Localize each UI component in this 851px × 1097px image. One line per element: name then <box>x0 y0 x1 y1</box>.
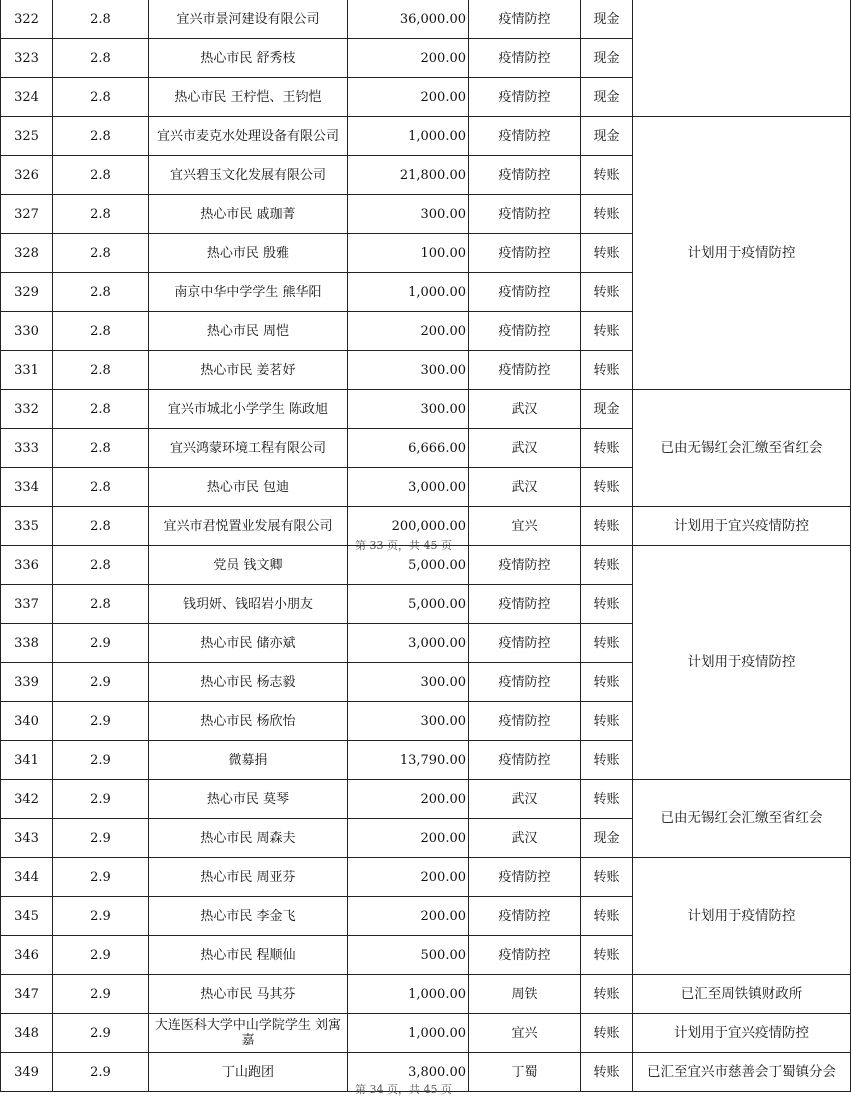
donor-name: 热心市民 马其芬 <box>149 975 348 1014</box>
row-date: 2.8 <box>53 156 149 195</box>
row-number: 330 <box>1 312 53 351</box>
row-number: 328 <box>1 234 53 273</box>
donation-amount: 5,000.00 <box>348 585 469 624</box>
donor-name: 热心市民 储亦斌 <box>149 624 348 663</box>
donor-name: 热心市民 包迪 <box>149 468 348 507</box>
row-date: 2.8 <box>53 312 149 351</box>
table-row <box>1 858 851 897</box>
remark-cell: 计划用于宜兴疫情防控 <box>633 507 851 546</box>
donation-purpose: 疫情防控 <box>469 273 581 312</box>
donation-amount: 3,000.00 <box>348 468 469 507</box>
donation-amount: 100.00 <box>348 234 469 273</box>
row-date: 2.8 <box>53 390 149 429</box>
donation-amount: 21,800.00 <box>348 156 469 195</box>
remark-cell: 已汇至周铁镇财政所 <box>633 975 851 1014</box>
row-date: 2.9 <box>53 663 149 702</box>
donor-name: 热心市民 王柠恺、王钧恺 <box>149 78 348 117</box>
payment-method: 转账 <box>581 468 633 507</box>
donor-name: 大连医科大学中山学院学生 刘寓嘉 <box>149 1014 348 1053</box>
row-date: 2.9 <box>53 741 149 780</box>
table-row <box>1 117 851 156</box>
row-number: 334 <box>1 468 53 507</box>
row-date: 2.9 <box>53 975 149 1014</box>
remark-cell: 计划用于疫情防控 <box>633 858 851 975</box>
row-date: 2.8 <box>53 585 149 624</box>
row-number: 336 <box>1 546 53 585</box>
donor-name: 热心市民 莫琴 <box>149 780 348 819</box>
table-row <box>1 546 851 585</box>
row-number: 340 <box>1 702 53 741</box>
donation-amount: 1,000.00 <box>348 273 469 312</box>
donation-amount: 300.00 <box>348 702 469 741</box>
donation-purpose: 疫情防控 <box>469 624 581 663</box>
donor-name: 宜兴市麦克水处理设备有限公司 <box>149 117 348 156</box>
row-date: 2.9 <box>53 780 149 819</box>
donation-amount: 300.00 <box>348 351 469 390</box>
donation-amount: 300.00 <box>348 390 469 429</box>
donation-amount: 200,000.00 <box>348 507 469 546</box>
donation-purpose: 疫情防控 <box>469 897 581 936</box>
row-date: 2.8 <box>53 78 149 117</box>
payment-method: 转账 <box>581 234 633 273</box>
donor-name: 热心市民 舒秀枝 <box>149 39 348 78</box>
row-date: 2.9 <box>53 624 149 663</box>
remark-cell <box>633 0 851 117</box>
payment-method: 转账 <box>581 195 633 234</box>
donation-amount: 3,800.00 <box>348 1053 469 1092</box>
row-number: 327 <box>1 195 53 234</box>
payment-method: 转账 <box>581 780 633 819</box>
row-date: 2.8 <box>53 273 149 312</box>
row-number: 322 <box>1 0 53 39</box>
donor-name: 热心市民 戚珈菁 <box>149 195 348 234</box>
payment-method: 转账 <box>581 663 633 702</box>
donation-purpose: 疫情防控 <box>469 936 581 975</box>
remark-cell: 已由无锡红会汇缴至省红会 <box>633 780 851 858</box>
donation-purpose: 疫情防控 <box>469 858 581 897</box>
row-number: 324 <box>1 78 53 117</box>
row-number: 344 <box>1 858 53 897</box>
donor-name: 宜兴鸿蒙环境工程有限公司 <box>149 429 348 468</box>
donation-amount: 200.00 <box>348 858 469 897</box>
row-number: 341 <box>1 741 53 780</box>
donation-purpose: 疫情防控 <box>469 702 581 741</box>
donation-amount: 200.00 <box>348 78 469 117</box>
donor-name: 丁山跑团 <box>149 1053 348 1092</box>
donation-amount: 36,000.00 <box>348 0 469 39</box>
row-number: 326 <box>1 156 53 195</box>
donor-name: 微募捐 <box>149 741 348 780</box>
donation-purpose: 疫情防控 <box>469 39 581 78</box>
row-date: 2.8 <box>53 429 149 468</box>
donation-purpose: 宜兴 <box>469 507 581 546</box>
donation-purpose: 疫情防控 <box>469 117 581 156</box>
payment-method: 转账 <box>581 624 633 663</box>
payment-method: 现金 <box>581 0 633 39</box>
donation-purpose: 疫情防控 <box>469 234 581 273</box>
row-number: 345 <box>1 897 53 936</box>
row-number: 333 <box>1 429 53 468</box>
donation-amount: 1,000.00 <box>348 117 469 156</box>
donor-name: 钱玥妍、钱昭岩小朋友 <box>149 585 348 624</box>
payment-method: 转账 <box>581 273 633 312</box>
donation-amount: 500.00 <box>348 936 469 975</box>
remark-cell: 计划用于疫情防控 <box>633 546 851 780</box>
payment-method: 转账 <box>581 507 633 546</box>
payment-method: 转账 <box>581 975 633 1014</box>
row-number: 348 <box>1 1014 53 1053</box>
row-number: 323 <box>1 39 53 78</box>
row-number: 339 <box>1 663 53 702</box>
donor-name: 宜兴市城北小学学生 陈政旭 <box>149 390 348 429</box>
row-date: 2.8 <box>53 507 149 546</box>
row-date: 2.8 <box>53 234 149 273</box>
donation-amount: 200.00 <box>348 819 469 858</box>
payment-method: 现金 <box>581 117 633 156</box>
donation-purpose: 武汉 <box>469 468 581 507</box>
donation-amount: 6,666.00 <box>348 429 469 468</box>
payment-method: 现金 <box>581 78 633 117</box>
row-date: 2.8 <box>53 39 149 78</box>
payment-method: 转账 <box>581 312 633 351</box>
table-row <box>1 390 851 429</box>
row-number: 331 <box>1 351 53 390</box>
row-date: 2.8 <box>53 0 149 39</box>
row-number: 346 <box>1 936 53 975</box>
donor-name: 热心市民 周森夫 <box>149 819 348 858</box>
payment-method: 转账 <box>581 1053 633 1092</box>
donor-name: 热心市民 周亚芬 <box>149 858 348 897</box>
donor-name: 热心市民 杨志毅 <box>149 663 348 702</box>
payment-method: 现金 <box>581 39 633 78</box>
donation-amount: 200.00 <box>348 780 469 819</box>
donor-name: 宜兴市君悦置业发展有限公司 <box>149 507 348 546</box>
donation-amount: 200.00 <box>348 39 469 78</box>
payment-method: 转账 <box>581 546 633 585</box>
row-number: 343 <box>1 819 53 858</box>
row-number: 332 <box>1 390 53 429</box>
donation-purpose: 疫情防控 <box>469 585 581 624</box>
donation-amount: 1,000.00 <box>348 1014 469 1053</box>
row-date: 2.9 <box>53 819 149 858</box>
donor-name: 热心市民 杨欣怡 <box>149 702 348 741</box>
donor-name: 热心市民 姜茗妤 <box>149 351 348 390</box>
donor-name: 热心市民 殷雅 <box>149 234 348 273</box>
page-footer: 第 34 页，共 45 页 <box>355 1083 452 1096</box>
donation-table-page-33 <box>0 0 851 546</box>
row-date: 2.9 <box>53 858 149 897</box>
remark-cell: 计划用于宜兴疫情防控 <box>633 1014 851 1053</box>
donor-name: 党员 钱文卿 <box>149 546 348 585</box>
row-number: 329 <box>1 273 53 312</box>
payment-method: 转账 <box>581 156 633 195</box>
donation-purpose: 疫情防控 <box>469 0 581 39</box>
row-number: 349 <box>1 1053 53 1092</box>
donation-purpose: 武汉 <box>469 819 581 858</box>
donor-name: 热心市民 周恺 <box>149 312 348 351</box>
payment-method: 转账 <box>581 351 633 390</box>
donation-purpose: 疫情防控 <box>469 741 581 780</box>
donation-purpose: 丁蜀 <box>469 1053 581 1092</box>
row-date: 2.9 <box>53 702 149 741</box>
donor-name: 宜兴市景河建设有限公司 <box>149 0 348 39</box>
row-date: 2.8 <box>53 468 149 507</box>
row-date: 2.8 <box>53 546 149 585</box>
donation-purpose: 疫情防控 <box>469 546 581 585</box>
table-row <box>1 0 851 39</box>
donation-purpose: 疫情防控 <box>469 312 581 351</box>
row-date: 2.9 <box>53 897 149 936</box>
table-row <box>1 1014 851 1053</box>
donation-amount: 300.00 <box>348 663 469 702</box>
payment-method: 现金 <box>581 819 633 858</box>
row-number: 337 <box>1 585 53 624</box>
donation-purpose: 疫情防控 <box>469 156 581 195</box>
payment-method: 转账 <box>581 936 633 975</box>
row-date: 2.8 <box>53 351 149 390</box>
payment-method: 转账 <box>581 1014 633 1053</box>
donation-amount: 5,000.00 <box>348 546 469 585</box>
donation-purpose: 疫情防控 <box>469 663 581 702</box>
row-date: 2.8 <box>53 195 149 234</box>
donation-amount: 200.00 <box>348 897 469 936</box>
payment-method: 转账 <box>581 741 633 780</box>
donation-purpose: 疫情防控 <box>469 351 581 390</box>
donor-name: 宜兴碧玉文化发展有限公司 <box>149 156 348 195</box>
payment-method: 转账 <box>581 702 633 741</box>
donation-amount: 200.00 <box>348 312 469 351</box>
donation-amount: 1,000.00 <box>348 975 469 1014</box>
remark-cell: 已由无锡红会汇缴至省红会 <box>633 390 851 507</box>
payment-method: 转账 <box>581 897 633 936</box>
row-number: 338 <box>1 624 53 663</box>
table-row <box>1 780 851 819</box>
donation-purpose: 武汉 <box>469 429 581 468</box>
payment-method: 转账 <box>581 429 633 468</box>
donation-purpose: 宜兴 <box>469 1014 581 1053</box>
row-number: 325 <box>1 117 53 156</box>
payment-method: 现金 <box>581 390 633 429</box>
row-date: 2.9 <box>53 1014 149 1053</box>
payment-method: 转账 <box>581 858 633 897</box>
donation-table-page-34 <box>0 545 851 1092</box>
donation-table-body <box>1 546 851 1092</box>
payment-method: 转账 <box>581 585 633 624</box>
donor-name: 热心市民 程顺仙 <box>149 936 348 975</box>
donation-purpose: 周铁 <box>469 975 581 1014</box>
donor-name: 热心市民 李金飞 <box>149 897 348 936</box>
donation-amount: 300.00 <box>348 195 469 234</box>
donation-table-body <box>1 0 851 546</box>
remark-cell: 已汇至宜兴市慈善会丁蜀镇分会 <box>633 1053 851 1092</box>
row-date: 2.9 <box>53 936 149 975</box>
donation-amount: 13,790.00 <box>348 741 469 780</box>
donor-name: 南京中华中学学生 熊华阳 <box>149 273 348 312</box>
donation-purpose: 武汉 <box>469 390 581 429</box>
row-number: 335 <box>1 507 53 546</box>
row-number: 342 <box>1 780 53 819</box>
table-row <box>1 975 851 1014</box>
row-number: 347 <box>1 975 53 1014</box>
row-date: 2.9 <box>53 1053 149 1092</box>
page-footer: 第 33 页，共 45 页 <box>355 539 452 552</box>
donation-purpose: 疫情防控 <box>469 195 581 234</box>
donation-amount: 3,000.00 <box>348 624 469 663</box>
remark-cell: 计划用于疫情防控 <box>633 117 851 390</box>
row-date: 2.8 <box>53 117 149 156</box>
donation-purpose: 疫情防控 <box>469 78 581 117</box>
donation-purpose: 武汉 <box>469 780 581 819</box>
